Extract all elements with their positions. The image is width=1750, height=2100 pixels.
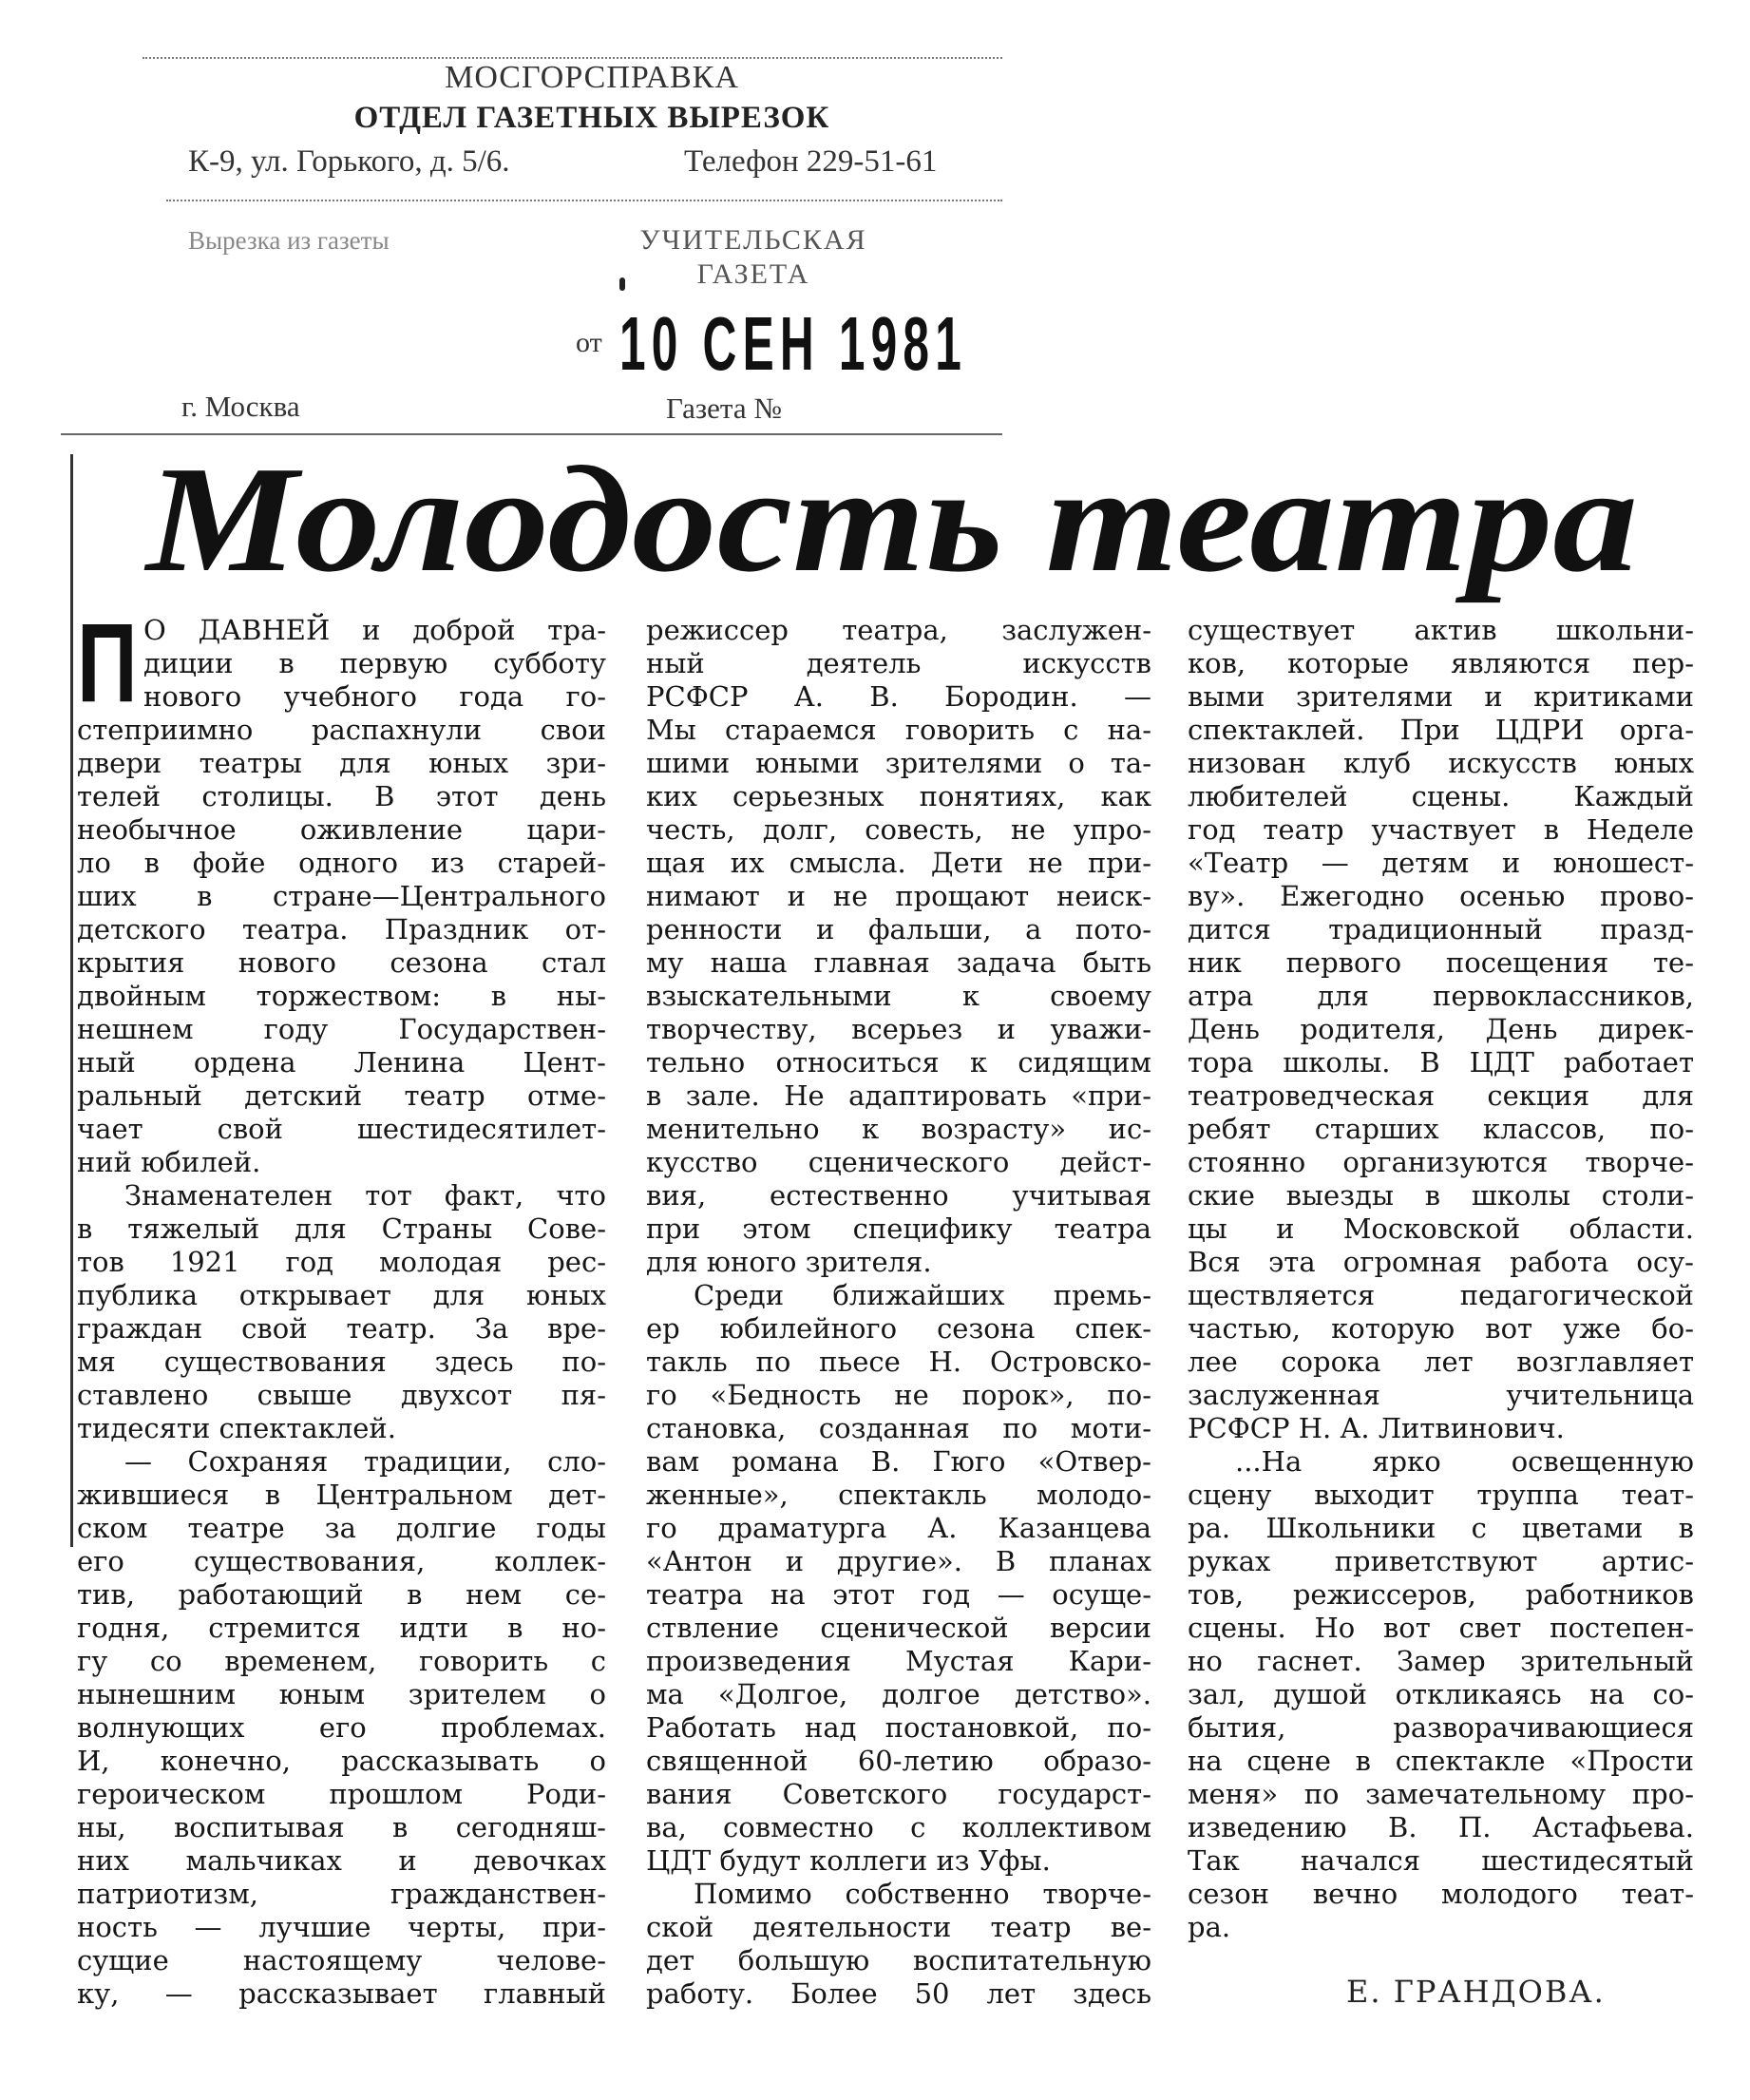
article-text-line: священной 60-летию образо- [646,1745,1151,1777]
article-text-line: Помимо собственно творче- [694,1878,1151,1910]
article-text-line: ер юбилейного сезона спек- [646,1312,1151,1345]
article-text-line: работу. Более 50 лет здесь [646,1977,1151,2010]
article-text-line: ный деятель искусств [646,647,1151,679]
article-text-line: ские выезды в школы столи- [1188,1179,1694,1212]
article-text-line: Работать над постановкой, по- [646,1711,1151,1744]
article-text-line: вия, естественно учитывая [646,1179,1151,1212]
article-text-line: годня, стремится идти в но- [77,1612,606,1644]
article-column-1 [77,601,606,2011]
author-signature: Е. ГРАНДОВА. [1346,1974,1606,2010]
article-text-line: щая их смысла. Дети не при- [646,847,1151,879]
article-text-line: патриотизм, гражданствен- [77,1878,606,1910]
article-text-line: нынешним юным зрителем о [77,1678,606,1710]
article-text-line: Так начался шестидесятый [1188,1844,1694,1877]
article-text-line: РСФСР Н. А. Литвинович. [1188,1412,1565,1444]
article-text-line: ков, которые являются пер- [1188,647,1694,679]
article-text-line: публика открывает для юных [77,1279,606,1311]
article-text-line: го «Бедность не порок», по- [646,1379,1151,1411]
article-text-line: Вся эта огромная работа осу- [1188,1246,1694,1278]
article-column-3 [1188,614,1694,1944]
article-text-line: гу со временем, говорить с [77,1645,606,1677]
clipping-from-label: Вырезка из газеты [188,226,390,255]
phone: Телефон 229-51-61 [684,144,938,179]
article-text-line: ку, — рассказывает главный [77,1977,606,2010]
article-text-line: го драматурга А. Казанцева [646,1512,1151,1544]
article-text-line: Знаменателен тот факт, что [124,1179,606,1212]
article-text-line: нешнем году Государствен- [77,1013,606,1045]
article-text-line: ствление сценической версии [646,1612,1151,1644]
article-text-line: ...На ярко освещенную [1235,1445,1694,1478]
article-text-line: честь, долг, совесть, не упро- [646,813,1151,846]
department-name: ОТДЕЛ ГАЗЕТНЫХ ВЫРЕЗОК [353,101,830,135]
article-text-line: нового учебного года го- [143,680,606,713]
article-text-line: менительно к возрасту» ис- [646,1113,1151,1145]
article-text-line: на сцене в спектакле «Прости [1188,1745,1694,1777]
article-text-line: ставлено свыше двухсот пя- [77,1379,606,1411]
article-text-line: ществляется педагогической [1188,1279,1694,1311]
article-text-line: РСФСР А. В. Бородин. — [646,680,1151,713]
article-text-line: ральный детский театр отме- [77,1079,606,1112]
article-text-line: тов, режиссеров, работников [1188,1578,1694,1611]
article-text-line: женные», спектакль молодо- [646,1479,1151,1511]
article-text-line: ник первого посещения те- [1188,946,1694,979]
article-text-line: в зале. Не адаптировать «при- [646,1079,1151,1112]
article-text-line: волнующих его проблемах. [77,1711,606,1744]
article-text-line: ра. Школьники с цветами в [1188,1512,1694,1544]
article-text-line: цы и Московской области. [1188,1212,1694,1245]
article-text-line: ких серьезных понятиях, как [646,780,1151,812]
issue-label: Газета № [666,391,782,425]
article-text-line: творчеству, всерьез и уважи- [646,1013,1151,1045]
article-text-line: крытия нового сезона стал [77,946,606,979]
article-text-line: заслуженная учительница [1188,1379,1694,1411]
newspaper-name-line2: ГАЗЕТА [696,258,810,290]
newspaper-name-line1: УЧИТЕЛЬСКАЯ [639,224,867,256]
article-text-line: двери театры для юных зри- [77,747,606,779]
org-name: МОСГОРСПРАВКА [445,60,739,95]
article-text-line: руках приветствуют артис- [1188,1545,1694,1577]
article-text-line: ный ордена Ленина Цент- [77,1046,606,1079]
article-text-line: меня» по замечательному про- [1188,1778,1694,1810]
article-text-line: его существования, коллек- [77,1545,606,1577]
article-text-line: год театр участвует в Неделе [1188,813,1694,846]
article-text-line: вания Советского государст- [646,1778,1151,1810]
article-text-line: режиссер театра, заслужен- [646,614,1151,646]
article-text-line: низован клуб искусств юных [1188,747,1694,779]
article-text-line: ность — лучшие черты, при- [77,1911,606,1943]
article-text-line: но гаснет. Замер зрительный [1188,1645,1694,1677]
column-rule [70,454,73,1547]
article-text-line: сезон вечно молодого теат- [1188,1878,1694,1910]
article-text-line: нимают и не прощают неиск- [646,880,1151,912]
article-text-line: ны, воспитывая в сегодняш- [77,1811,606,1843]
date-prefix: от [576,327,602,358]
article-text-line: атра для первоклассников, [1188,980,1694,1012]
article-title: Молодость театра [143,434,1638,603]
article-text-line: «Антон и другие». В планах [646,1545,1151,1577]
article-text-line: Мы стараемся говорить с на- [646,714,1151,746]
article-text-line: дет большую воспитательную [646,1944,1151,1976]
article-text-line: для юного зрителя. [646,1246,932,1278]
article-text-line: взыскательными к своему [646,980,1151,1012]
article-text-line: ЦДТ будут коллеги из Уфы. [646,1844,1051,1877]
article-text-line: произведения Мустая Кари- [646,1645,1151,1677]
article-text-line: зал, душой откликаясь на со- [1188,1678,1694,1710]
article-text-line: ших в стране—Центрального [77,880,606,912]
article-text-line: ний юбилей. [77,1146,261,1178]
article-text-line: любителей сцены. Каждый [1188,780,1694,812]
article-text-line: детского театра. Праздник от- [77,913,606,945]
article-text-line: героическом прошлом Роди- [77,1778,606,1810]
article-text-line: кусство сценического дейст- [646,1146,1151,1178]
city: г. Москва [181,390,300,423]
article-text-line: О ДАВНЕЙ и доброй тра- [143,614,606,646]
article-text-line: ра. [1188,1911,1231,1943]
article-text-line: — Сохраняя традиции, сло- [124,1445,606,1478]
article-text-line: ребят старших классов, по- [1188,1113,1694,1145]
article-text-line: бытия, разворачивающиеся [1188,1711,1694,1744]
article-text-line: чает свой шестидесятилет- [77,1113,606,1145]
article-text-line: них мальчиках и девочках [77,1844,606,1877]
article-text-line: лее сорока лет возглавляет [1188,1346,1694,1378]
article-text-line: ма «Долгое, долгое детство». [646,1678,1151,1710]
article-text-line: тив, работающий в нем се- [77,1578,606,1611]
article-text-line: необычное оживление цари- [77,813,606,846]
article-text-line: становка, созданная по моти- [646,1412,1151,1444]
article-text-line: ском театре за долгие годы [77,1512,606,1544]
article-text-line: сущие настоящему челове- [77,1944,606,1976]
article-text-line: при этом специфику театра [646,1212,1151,1245]
article-text-line: тидесяти спектаклей. [77,1412,396,1444]
article-text-line: сцену выходит труппа теат- [1188,1479,1694,1511]
date-stamp: 10 СЕН 1981 [619,301,967,386]
article-column-2 [646,614,1151,2011]
article-text-line: частью, которую вот уже бо- [1188,1312,1694,1345]
article-text-line: шими юными зрителями о та- [646,747,1151,779]
ink-mark [619,277,625,291]
article-text-line: тора школы. В ЦДТ работает [1188,1046,1694,1079]
article-text-line: телей столицы. В этот день [77,780,606,812]
article-text-line: ло в фойе одного из старей- [77,847,606,879]
article-text-line: «Театр — детям и юношест- [1188,847,1694,879]
article-text-line: граждан свой театр. За вре- [77,1312,606,1345]
drop-cap: П [77,601,138,726]
article-text-line: тельно относиться к сидящим [646,1046,1151,1079]
article-text-line: спектаклей. При ЦДРИ орга- [1188,714,1694,746]
header-divider [166,200,1002,201]
article-text-line: степриимно распахнули свои [77,714,606,746]
article-text-line: сцены. Но вот свет постепен- [1188,1612,1694,1644]
article-text-line: ву». Ежегодно осенью прово- [1188,880,1694,912]
article-text-line: Среди ближайших премь- [694,1279,1151,1311]
address: К-9, ул. Горького, д. 5/6. [188,144,510,179]
article-text-line: двойным торжеством: в ны- [77,980,606,1012]
article-text-line: ва, совместно с коллективом [646,1811,1151,1843]
article-text-line: существует актив школьни- [1188,614,1694,646]
article-text-line: му наша главная задача быть [646,946,1151,979]
article-text-line: День родителя, День дирек- [1188,1013,1694,1045]
article-text-line: диции в первую субботу [143,647,606,679]
article-text-line: ренности и фальши, а пото- [646,913,1151,945]
article-text-line: выми зрителями и критиками [1188,680,1694,713]
article-text-line: И, конечно, рассказывать о [77,1745,606,1777]
article-text-line: мя существования здесь по- [77,1346,606,1378]
article-text-line: изведению В. П. Астафьева. [1188,1811,1694,1843]
article-text-line: тов 1921 год молодая рес- [77,1246,606,1278]
article-text-line: в тяжелый для Страны Сове- [77,1212,606,1245]
article-text-line: стоянно организуются творче- [1188,1146,1694,1178]
article-text-line: театра на этот год — осуще- [646,1578,1151,1611]
article-text-line: ской деятельности театр ве- [646,1911,1151,1943]
article-text-line: жившиеся в Центральном дет- [77,1479,606,1511]
article-text-line: дится традиционный празд- [1188,913,1694,945]
article-text-line: театроведческая секция для [1188,1079,1694,1112]
article-text-line: такль по пьесе Н. Островско- [646,1346,1151,1378]
article-text-line: вам романа В. Гюго «Отвер- [646,1445,1151,1478]
article-title-svg [143,435,1653,612]
